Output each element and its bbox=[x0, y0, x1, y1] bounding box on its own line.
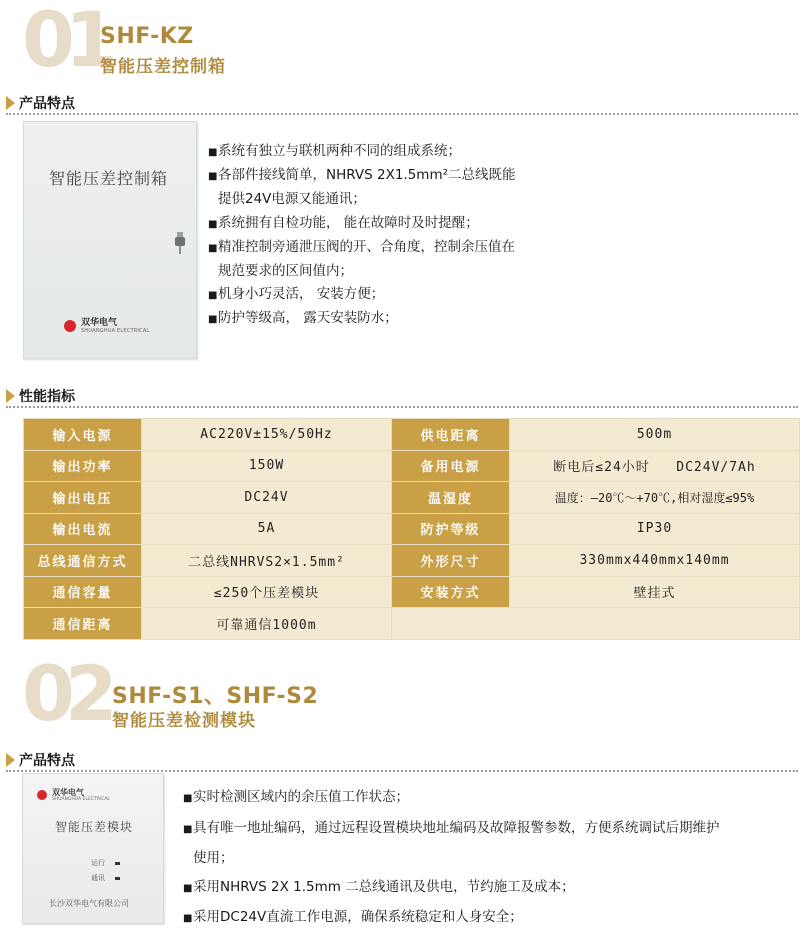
indicator-label: 运行 bbox=[91, 859, 105, 867]
spec-label: 总线通信方式 bbox=[24, 545, 142, 577]
list-item: 规范要求的区间值内； bbox=[218, 263, 353, 280]
section1-specs-heading bbox=[6, 386, 75, 406]
list-item: ■精准控制旁通泄压阀的开、合角度，控制余压值在 bbox=[208, 238, 515, 255]
spec-value: 壁挂式 bbox=[510, 576, 800, 608]
table-row bbox=[24, 576, 800, 608]
comm-indicator bbox=[91, 873, 120, 883]
triangle-bullet-icon bbox=[6, 96, 15, 110]
spec-label: 温湿度 bbox=[392, 482, 510, 514]
table-row bbox=[24, 419, 800, 451]
section2-product-code: SHF-S1、SHF-S2 bbox=[112, 684, 319, 709]
spec-label: 输出功率 bbox=[24, 450, 142, 482]
spec-value: 断电后≤24小时 DC24V/7Ah bbox=[510, 450, 800, 482]
brand-logo bbox=[64, 318, 149, 334]
list-item: 提供24V电源又能通讯； bbox=[218, 191, 366, 208]
heading-label: 产品特点 bbox=[19, 753, 75, 769]
brand-logo bbox=[37, 788, 110, 802]
section1-features-heading bbox=[6, 93, 75, 113]
spec-label: 通信容量 bbox=[24, 576, 142, 608]
list-item: ■采用NHRVS 2X 1.5mm 二总线通讯及供电，节约施工及成本； bbox=[183, 878, 575, 895]
triangle-bullet-icon bbox=[6, 389, 15, 403]
brand-name: 双华电气 bbox=[81, 318, 118, 328]
list-item: ■系统有独立与联机两种不同的组成系统； bbox=[208, 143, 461, 159]
spec-label: 防护等级 bbox=[392, 513, 510, 545]
section2-product-name: 智能压差检测模块 bbox=[112, 711, 256, 731]
spec-value: DC24V bbox=[142, 482, 392, 514]
list-item: ■具有唯一地址编码，通过远程设置模块地址编码及故障报警参数，方便系统调试后期维护 bbox=[183, 819, 720, 836]
led-icon bbox=[115, 862, 120, 865]
brand-mark-icon bbox=[37, 790, 47, 800]
table-row bbox=[24, 482, 800, 514]
list-item: 使用； bbox=[193, 850, 234, 866]
spec-label: 安装方式 bbox=[392, 576, 510, 608]
spec-value: 二总线NHRVS2×1.5mm² bbox=[142, 545, 392, 577]
spec-value: 330mmx440mmx140mm bbox=[510, 545, 800, 577]
heading-label: 产品特点 bbox=[19, 96, 75, 112]
section2-feature-list bbox=[183, 783, 720, 934]
list-item: ■实时检测区域内的余压值工作状态； bbox=[183, 789, 409, 805]
list-item: ■机身小巧灵活， 安装方便； bbox=[208, 286, 385, 303]
section1-feature-list bbox=[208, 140, 516, 332]
spec-value: ≤250个压差模块 bbox=[142, 576, 392, 608]
spec-value: 5A bbox=[142, 513, 392, 545]
spec-label: 外形尺寸 bbox=[392, 545, 510, 577]
table-row bbox=[24, 545, 800, 577]
brand-subtitle: SHUANGHUA ELECTRICAL bbox=[81, 328, 150, 334]
indicator-label: 通讯 bbox=[91, 874, 105, 882]
detection-module-image bbox=[22, 773, 164, 924]
table-row bbox=[24, 608, 800, 640]
spec-label: 供电距离 bbox=[392, 419, 510, 451]
divider bbox=[6, 770, 798, 772]
spec-value: 温度：—20℃～+70℃,相对湿度≤95% bbox=[510, 482, 800, 514]
section1-product-name: 智能压差控制箱 bbox=[100, 57, 226, 77]
table-row bbox=[24, 450, 800, 482]
section1-number: 01 bbox=[22, 0, 108, 84]
spec-label: 通信距离 bbox=[24, 608, 142, 640]
list-item: ■防护等级高， 露天安装防水； bbox=[208, 310, 398, 327]
spec-value: 500m bbox=[510, 419, 800, 451]
table-row bbox=[24, 513, 800, 545]
manufacturer-label: 长沙双华电气有限公司 bbox=[49, 899, 129, 908]
list-item: ■各部件接线简单，NHRVS 2X1.5mm²二总线既能 bbox=[208, 167, 516, 184]
run-indicator bbox=[91, 858, 120, 868]
module-label: 智能压差模块 bbox=[55, 820, 134, 834]
control-box-image bbox=[23, 121, 197, 359]
brand-mark-icon bbox=[64, 320, 76, 332]
key-lock-icon bbox=[174, 232, 186, 254]
section2-number: 02 bbox=[22, 649, 108, 738]
spec-label: 输入电源 bbox=[24, 419, 142, 451]
section2-features-heading bbox=[6, 750, 75, 770]
spec-value: 150W bbox=[142, 450, 392, 482]
brand-name: 双华电气 bbox=[52, 788, 84, 797]
list-item: ■采用DC24V直流工作电源，确保系统稳定和人身安全； bbox=[183, 909, 523, 925]
brand-subtitle: SHUANGHUA ELECTRICAL bbox=[52, 797, 110, 802]
control-box-label: 智能压差控制箱 bbox=[49, 169, 169, 188]
spec-value: 可靠通信1000m bbox=[142, 608, 392, 640]
divider bbox=[6, 113, 798, 115]
spec-label: 输出电压 bbox=[24, 482, 142, 514]
led-icon bbox=[115, 877, 120, 880]
spec-label: 备用电源 bbox=[392, 450, 510, 482]
list-item: ■系统拥有自检功能， 能在故障时及时提醒； bbox=[208, 214, 479, 231]
triangle-bullet-icon bbox=[6, 753, 15, 767]
spec-label: 输出电流 bbox=[24, 513, 142, 545]
spec-value: AC220V±15%/50Hz bbox=[142, 419, 392, 451]
section1-product-code: SHF-KZ bbox=[100, 24, 194, 49]
divider bbox=[6, 406, 798, 408]
empty-cell bbox=[392, 608, 800, 640]
spec-table bbox=[23, 418, 800, 640]
spec-value: IP30 bbox=[510, 513, 800, 545]
heading-label: 性能指标 bbox=[19, 389, 75, 405]
